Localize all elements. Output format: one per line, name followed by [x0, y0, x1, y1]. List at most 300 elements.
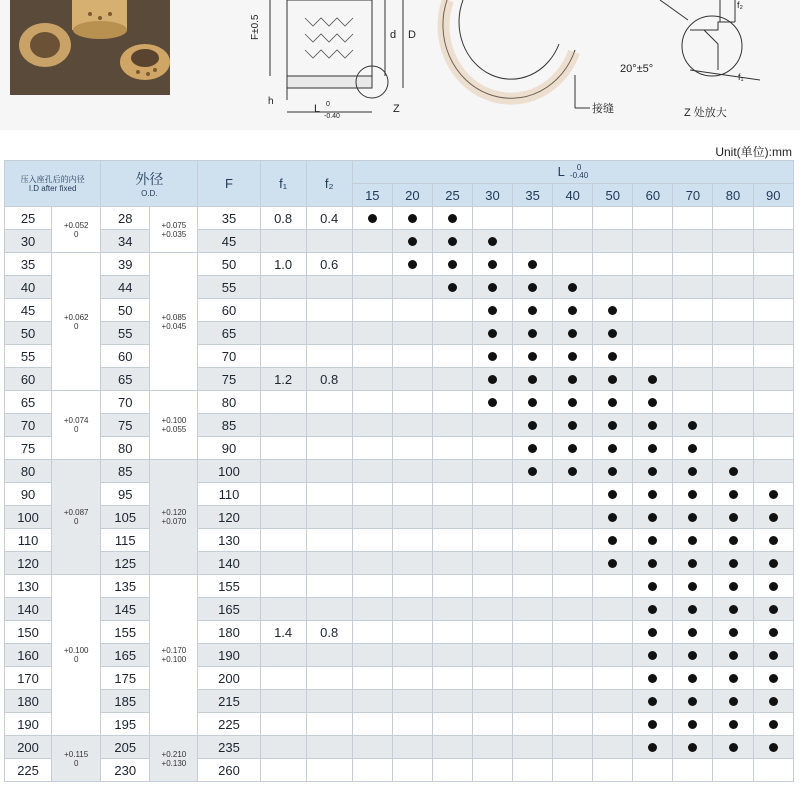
length-availability-cell [593, 736, 633, 759]
od-cell: 34 [101, 230, 150, 253]
f-cell: 190 [198, 644, 260, 667]
length-availability-cell [392, 575, 432, 598]
length-availability-cell [352, 414, 392, 437]
length-availability-cell [673, 322, 713, 345]
id-tolerance-upper: +0.052 [63, 220, 89, 230]
length-availability-cell [513, 759, 553, 782]
length-availability-cell [352, 253, 392, 276]
f2-cell: 0.8 [306, 621, 352, 644]
od-cell: 125 [101, 552, 150, 575]
length-availability-cell [673, 529, 713, 552]
availability-dot [608, 536, 617, 545]
f1-cell [260, 667, 306, 690]
length-availability-cell [593, 253, 633, 276]
length-availability-cell [432, 506, 472, 529]
length-availability-cell [753, 598, 793, 621]
length-availability-cell [392, 667, 432, 690]
od-cell: 85 [101, 460, 150, 483]
f1-cell [260, 552, 306, 575]
length-availability-cell [753, 483, 793, 506]
f2-cell [306, 483, 352, 506]
id-cell: 160 [5, 644, 52, 667]
table-row [5, 230, 794, 253]
f-cell: 55 [198, 276, 260, 299]
availability-dot [568, 398, 577, 407]
length-availability-cell [392, 644, 432, 667]
availability-dot [688, 720, 697, 729]
id-cell: 190 [5, 713, 52, 736]
id-cell: 45 [5, 299, 52, 322]
id-cell: 40 [5, 276, 52, 299]
availability-dot [688, 467, 697, 476]
availability-dot [488, 306, 497, 315]
f2-cell [306, 437, 352, 460]
table-row [5, 414, 794, 437]
od-tolerance-upper: +0.120 [161, 508, 187, 517]
availability-dot [528, 375, 537, 384]
length-availability-cell [513, 690, 553, 713]
length-availability-cell [633, 483, 673, 506]
id-tolerance-upper: +0.100 [63, 646, 89, 655]
length-availability-cell [473, 506, 513, 529]
L-tol-bottom: -0.40 [324, 113, 340, 120]
availability-dot [688, 651, 697, 660]
length-availability-cell [753, 414, 793, 437]
id-cell: 110 [5, 529, 52, 552]
length-availability-cell [432, 575, 472, 598]
length-availability-cell [553, 276, 593, 299]
od-cell: 185 [101, 690, 150, 713]
length-availability-cell [473, 460, 513, 483]
length-availability-cell [753, 345, 793, 368]
length-availability-cell [753, 759, 793, 782]
length-availability-cell [513, 253, 553, 276]
availability-dot [488, 283, 497, 292]
f2-cell [306, 575, 352, 598]
availability-dot [769, 536, 778, 545]
length-availability-cell [633, 345, 673, 368]
od-cell: 205 [101, 736, 150, 759]
availability-dot [568, 421, 577, 430]
availability-dot [648, 674, 657, 683]
length-availability-cell [673, 207, 713, 230]
f-cell: 65 [198, 322, 260, 345]
length-availability-cell [633, 667, 673, 690]
availability-dot [729, 628, 738, 637]
length-availability-cell [513, 437, 553, 460]
id-cell: 225 [5, 759, 52, 782]
availability-dot [688, 444, 697, 453]
availability-dot [729, 651, 738, 660]
f2-cell [306, 322, 352, 345]
length-availability-cell [473, 644, 513, 667]
length-availability-cell [352, 322, 392, 345]
availability-dot [608, 421, 617, 430]
length-availability-cell [713, 759, 753, 782]
length-availability-cell [633, 322, 673, 345]
length-availability-cell [473, 414, 513, 437]
length-availability-cell [553, 529, 593, 552]
f-cell: 110 [198, 483, 260, 506]
availability-dot [769, 559, 778, 568]
id-tolerance [52, 253, 101, 391]
length-availability-cell [633, 391, 673, 414]
f1-cell [260, 322, 306, 345]
L-tol-top: 0 [326, 101, 330, 108]
f1-cell [260, 460, 306, 483]
length-availability-cell [513, 345, 553, 368]
length-availability-cell [673, 713, 713, 736]
table-row [5, 667, 794, 690]
availability-dot [688, 697, 697, 706]
length-availability-cell [713, 667, 753, 690]
availability-dot [528, 444, 537, 453]
length-availability-cell [473, 575, 513, 598]
length-col-header: 50 [593, 184, 633, 207]
length-availability-cell [553, 391, 593, 414]
length-availability-cell [673, 460, 713, 483]
length-availability-cell [473, 230, 513, 253]
length-availability-cell [673, 552, 713, 575]
length-availability-cell [473, 345, 513, 368]
f1-cell [260, 644, 306, 667]
f2-cell [306, 713, 352, 736]
od-cell: 95 [101, 483, 150, 506]
length-availability-cell [753, 299, 793, 322]
length-availability-cell [673, 230, 713, 253]
f-dimension-label: F±0.5 [250, 14, 261, 40]
length-availability-cell [553, 460, 593, 483]
availability-dot [729, 536, 738, 545]
availability-dot [608, 375, 617, 384]
availability-dot [688, 674, 697, 683]
length-availability-cell [713, 414, 753, 437]
availability-dot [729, 513, 738, 522]
length-availability-cell [432, 276, 472, 299]
table-row [5, 644, 794, 667]
length-availability-cell [673, 276, 713, 299]
availability-dot [488, 237, 497, 246]
availability-dot [608, 513, 617, 522]
f-cell: 215 [198, 690, 260, 713]
od-tolerance [150, 391, 198, 460]
length-availability-cell [553, 437, 593, 460]
z-detail-caption: Z 处放大 [684, 107, 727, 119]
availability-dot [568, 444, 577, 453]
length-availability-cell [553, 736, 593, 759]
f1-cell: 1.0 [260, 253, 306, 276]
length-header [352, 161, 793, 184]
od-cell: 135 [101, 575, 150, 598]
length-col-header: 20 [392, 184, 432, 207]
length-availability-cell [553, 414, 593, 437]
length-availability-cell [593, 667, 633, 690]
length-availability-cell [713, 575, 753, 598]
length-availability-cell [713, 483, 753, 506]
length-availability-cell [633, 230, 673, 253]
availability-dot [568, 352, 577, 361]
table-row [5, 552, 794, 575]
length-availability-cell [432, 552, 472, 575]
f-cell: 225 [198, 713, 260, 736]
f-cell: 155 [198, 575, 260, 598]
id-tolerance-upper: +0.087 [63, 508, 89, 517]
id-header [5, 161, 101, 207]
f1-cell: 1.4 [260, 621, 306, 644]
length-availability-cell [352, 345, 392, 368]
length-availability-cell [553, 644, 593, 667]
length-availability-cell [553, 345, 593, 368]
length-availability-cell [432, 713, 472, 736]
length-availability-cell [593, 230, 633, 253]
f-cell: 180 [198, 621, 260, 644]
table-row [5, 322, 794, 345]
length-availability-cell [673, 506, 713, 529]
length-availability-cell [473, 299, 513, 322]
length-availability-cell [673, 437, 713, 460]
availability-dot [648, 444, 657, 453]
length-availability-cell [352, 690, 392, 713]
availability-dot [608, 329, 617, 338]
od-tolerance-lower: +0.055 [161, 425, 187, 434]
id-cell: 150 [5, 621, 52, 644]
length-availability-cell [593, 759, 633, 782]
length-availability-cell [432, 598, 472, 621]
availability-dot [729, 697, 738, 706]
length-availability-cell [593, 322, 633, 345]
availability-dot [528, 306, 537, 315]
length-availability-cell [593, 345, 633, 368]
length-availability-cell [633, 414, 673, 437]
length-availability-cell [473, 529, 513, 552]
availability-dot [528, 260, 537, 269]
od-cell: 145 [101, 598, 150, 621]
length-availability-cell [553, 299, 593, 322]
seam-label: 接缝 [592, 103, 614, 115]
length-availability-cell [553, 575, 593, 598]
length-availability-cell [593, 621, 633, 644]
length-availability-cell [713, 368, 753, 391]
table-row [5, 736, 794, 759]
availability-dot [568, 306, 577, 315]
od-header-cn: 外径 [135, 171, 164, 187]
availability-dot [648, 467, 657, 476]
f2-cell [306, 736, 352, 759]
availability-dot [608, 467, 617, 476]
length-availability-cell [513, 230, 553, 253]
id-cell: 180 [5, 690, 52, 713]
od-cell: 105 [101, 506, 150, 529]
od-cell: 75 [101, 414, 150, 437]
length-availability-cell [513, 598, 553, 621]
length-availability-cell [473, 552, 513, 575]
f1-header: f₁ [260, 161, 306, 207]
od-tolerance-lower: +0.045 [161, 321, 187, 331]
length-availability-cell [753, 276, 793, 299]
length-col-header: 40 [553, 184, 593, 207]
technical-drawing [0, 0, 800, 130]
length-availability-cell [633, 552, 673, 575]
availability-dot [729, 605, 738, 614]
f1-cell [260, 345, 306, 368]
availability-dot [688, 743, 697, 752]
length-availability-cell [392, 690, 432, 713]
f-cell: 70 [198, 345, 260, 368]
table-row [5, 207, 794, 230]
length-availability-cell [753, 253, 793, 276]
length-availability-cell [553, 690, 593, 713]
length-availability-cell [753, 391, 793, 414]
length-availability-cell [473, 253, 513, 276]
length-availability-cell [352, 230, 392, 253]
availability-dot [769, 513, 778, 522]
table-row [5, 759, 794, 782]
availability-dot [648, 697, 657, 706]
id-cell: 25 [5, 207, 52, 230]
f-cell: 35 [198, 207, 260, 230]
length-availability-cell [633, 207, 673, 230]
length-availability-cell [593, 460, 633, 483]
id-tolerance [52, 736, 101, 782]
f1-cell [260, 575, 306, 598]
length-availability-cell [513, 644, 553, 667]
availability-dot [688, 605, 697, 614]
length-availability-cell [473, 483, 513, 506]
length-availability-cell [473, 667, 513, 690]
length-availability-cell [432, 299, 472, 322]
table-row [5, 253, 794, 276]
availability-dot [729, 490, 738, 499]
length-availability-cell [713, 322, 753, 345]
length-availability-cell [673, 621, 713, 644]
od-tolerance-lower: +0.100 [161, 655, 187, 664]
availability-dot [688, 421, 697, 430]
id-tolerance-upper: +0.074 [63, 416, 89, 425]
id-cell: 55 [5, 345, 52, 368]
od-tolerance-upper: +0.100 [161, 416, 187, 425]
length-availability-cell [352, 621, 392, 644]
id-tolerance-lower: 0 [73, 425, 79, 434]
length-availability-cell [392, 437, 432, 460]
availability-dot [528, 283, 537, 292]
length-availability-cell [753, 437, 793, 460]
length-availability-cell [513, 460, 553, 483]
f-cell: 75 [198, 368, 260, 391]
availability-dot [488, 260, 497, 269]
availability-dot [769, 674, 778, 683]
table-row [5, 529, 794, 552]
f2-cell [306, 299, 352, 322]
f2-cell [306, 667, 352, 690]
length-availability-cell [392, 713, 432, 736]
f-cell: 260 [198, 759, 260, 782]
f-cell: 60 [198, 299, 260, 322]
f2-cell [306, 230, 352, 253]
od-cell: 165 [101, 644, 150, 667]
length-availability-cell [352, 299, 392, 322]
length-tol-top: 0 [576, 163, 582, 173]
length-availability-cell [352, 759, 392, 782]
angle-label: 20°±5° [620, 63, 654, 75]
availability-dot [568, 329, 577, 338]
length-availability-cell [713, 598, 753, 621]
length-availability-cell [753, 460, 793, 483]
length-col-header: 30 [473, 184, 513, 207]
length-availability-cell [392, 345, 432, 368]
f2-cell: 0.6 [306, 253, 352, 276]
length-availability-cell [432, 667, 472, 690]
f1-cell [260, 598, 306, 621]
length-availability-cell [432, 460, 472, 483]
table-row [5, 276, 794, 299]
od-tolerance-lower: +0.035 [161, 229, 187, 239]
length-availability-cell [392, 529, 432, 552]
length-availability-cell [593, 575, 633, 598]
length-availability-cell [513, 621, 553, 644]
length-availability-cell [553, 552, 593, 575]
length-availability-cell [473, 437, 513, 460]
id-tolerance-upper: +0.115 [64, 749, 89, 759]
length-availability-cell [633, 437, 673, 460]
availability-dot [729, 674, 738, 683]
f1-cell [260, 276, 306, 299]
length-availability-cell [553, 230, 593, 253]
table-row [5, 345, 794, 368]
length-availability-cell [392, 552, 432, 575]
length-availability-cell [473, 759, 513, 782]
length-availability-cell [713, 391, 753, 414]
length-availability-cell [753, 690, 793, 713]
availability-dot [769, 720, 778, 729]
id-tolerance-lower: 0 [73, 655, 79, 664]
length-availability-cell [713, 644, 753, 667]
availability-dot [769, 490, 778, 499]
length-availability-cell [753, 230, 793, 253]
availability-dot [488, 329, 497, 338]
availability-dot [729, 720, 738, 729]
id-cell: 170 [5, 667, 52, 690]
f2-cell [306, 414, 352, 437]
length-availability-cell [593, 391, 633, 414]
availability-dot [608, 306, 617, 315]
length-tol-bottom: -0.40 [569, 171, 589, 181]
id-cell: 140 [5, 598, 52, 621]
availability-dot [769, 628, 778, 637]
id-tolerance [52, 391, 101, 460]
length-availability-cell [392, 621, 432, 644]
length-availability-cell [673, 253, 713, 276]
length-availability-cell [432, 253, 472, 276]
L-dimension-label: L [314, 103, 321, 115]
length-availability-cell [633, 575, 673, 598]
length-availability-cell [753, 713, 793, 736]
id-cell: 30 [5, 230, 52, 253]
availability-dot [648, 398, 657, 407]
length-availability-cell [713, 736, 753, 759]
id-cell: 200 [5, 736, 52, 759]
f-cell: 50 [198, 253, 260, 276]
length-availability-cell [713, 460, 753, 483]
od-header [101, 161, 198, 207]
length-availability-cell [673, 575, 713, 598]
length-availability-cell [553, 598, 593, 621]
table-row [5, 299, 794, 322]
id-cell: 60 [5, 368, 52, 391]
id-tolerance [52, 575, 101, 736]
availability-dot [568, 283, 577, 292]
length-availability-cell [392, 299, 432, 322]
length-availability-cell [513, 529, 553, 552]
